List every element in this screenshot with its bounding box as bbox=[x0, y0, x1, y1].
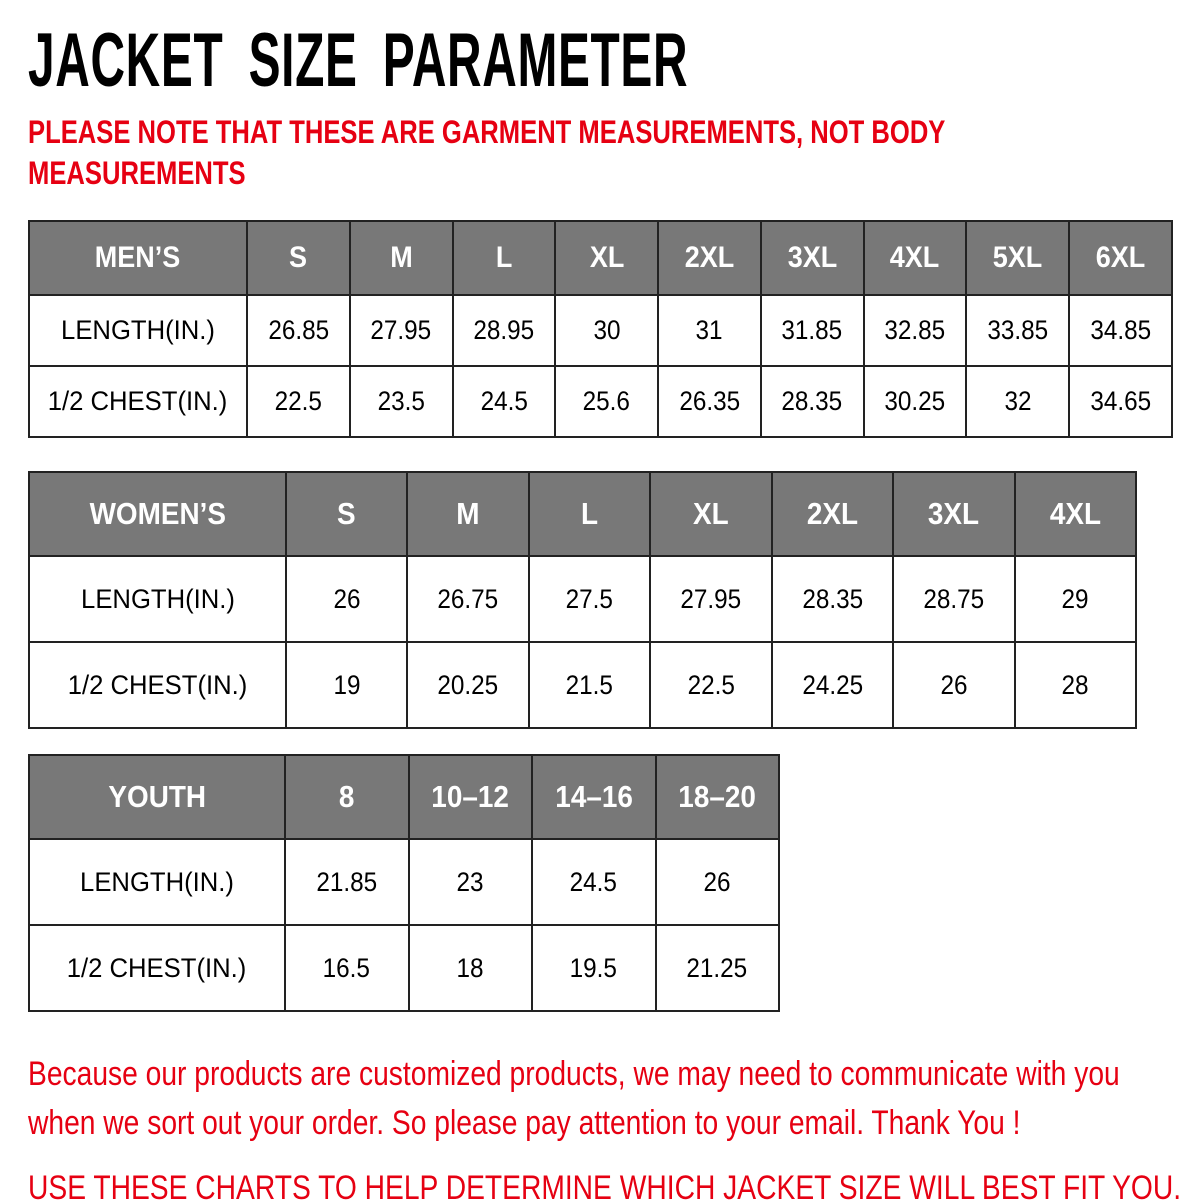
measurement-value-cell: 20.25 bbox=[407, 642, 528, 728]
measurement-value-cell: 31.85 bbox=[761, 295, 864, 366]
measurement-value-cell: 24.25 bbox=[772, 642, 893, 728]
page-title: JACKET SIZE PARAMETER bbox=[28, 18, 689, 103]
measurement-value-cell: 26 bbox=[286, 556, 407, 642]
note-line-1: PLEASE NOTE THAT THESE ARE GARMENT MEASUREMENTS, NOT BODY bbox=[28, 114, 946, 150]
measurement-value-cell: 23 bbox=[409, 839, 533, 925]
measurement-value-cell: 19.5 bbox=[532, 925, 656, 1011]
size-header-cell: 5XL bbox=[966, 221, 1069, 295]
measurement-row-label: LENGTH(IN.) bbox=[29, 839, 285, 925]
size-header-cell: S bbox=[286, 472, 407, 556]
size-header-cell: 3XL bbox=[893, 472, 1014, 556]
custom-products-note-line-1: Because our products are customized products, we may need to communicate with you bbox=[28, 1055, 1120, 1093]
size-header-cell: XL bbox=[555, 221, 658, 295]
measurement-value-cell: 30.25 bbox=[864, 366, 967, 437]
measurement-value-cell: 31 bbox=[658, 295, 761, 366]
measurement-row-label: LENGTH(IN.) bbox=[29, 556, 286, 642]
measurement-row-label: 1/2 CHEST(IN.) bbox=[29, 642, 286, 728]
size-header-cell: 4XL bbox=[1015, 472, 1136, 556]
youth-size-table bbox=[28, 754, 780, 1012]
measurement-row bbox=[29, 925, 779, 1011]
measurement-value-cell: 27.5 bbox=[529, 556, 650, 642]
measurement-value-cell: 26.35 bbox=[658, 366, 761, 437]
size-header-cell: M bbox=[350, 221, 453, 295]
measurement-value-cell: 19 bbox=[286, 642, 407, 728]
measurement-value-cell: 32 bbox=[966, 366, 1069, 437]
measurement-value-cell: 27.95 bbox=[650, 556, 771, 642]
measurement-row bbox=[29, 366, 1172, 437]
measurement-value-cell: 27.95 bbox=[350, 295, 453, 366]
measurement-value-cell: 16.5 bbox=[285, 925, 409, 1011]
measurement-row bbox=[29, 295, 1172, 366]
measurement-value-cell: 26 bbox=[656, 839, 780, 925]
measurement-value-cell: 28 bbox=[1015, 642, 1136, 728]
measurement-value-cell: 28.75 bbox=[893, 556, 1014, 642]
size-header-cell: L bbox=[529, 472, 650, 556]
mens-size-table bbox=[28, 220, 1173, 438]
youth-group-label: YOUTH bbox=[29, 755, 285, 839]
custom-products-note-line-2: when we sort out your order. So please pay attention to your email. Thank You ! bbox=[28, 1104, 1021, 1142]
size-header-cell: 3XL bbox=[761, 221, 864, 295]
measurement-value-cell: 32.85 bbox=[864, 295, 967, 366]
measurement-value-cell: 22.5 bbox=[247, 366, 350, 437]
measurement-row bbox=[29, 642, 1136, 728]
measurement-value-cell: 29 bbox=[1015, 556, 1136, 642]
womens-size-table bbox=[28, 471, 1137, 729]
measurement-value-cell: 24.5 bbox=[453, 366, 556, 437]
size-header-cell: M bbox=[407, 472, 528, 556]
measurement-value-cell: 25.6 bbox=[555, 366, 658, 437]
size-header-cell: 14–16 bbox=[532, 755, 656, 839]
mens-header-row bbox=[29, 221, 1172, 295]
measurement-value-cell: 18 bbox=[409, 925, 533, 1011]
mens-group-label: MEN’S bbox=[29, 221, 247, 295]
note-line-2: MEASUREMENTS bbox=[28, 155, 246, 191]
measurement-value-cell: 34.85 bbox=[1069, 295, 1172, 366]
size-header-cell: 18–20 bbox=[656, 755, 780, 839]
size-header-cell: 10–12 bbox=[409, 755, 533, 839]
size-header-cell: 6XL bbox=[1069, 221, 1172, 295]
womens-header-row bbox=[29, 472, 1136, 556]
womens-group-label: WOMEN’S bbox=[29, 472, 286, 556]
measurement-value-cell: 24.5 bbox=[532, 839, 656, 925]
size-header-cell: S bbox=[247, 221, 350, 295]
measurement-value-cell: 21.25 bbox=[656, 925, 780, 1011]
size-header-cell: 2XL bbox=[772, 472, 893, 556]
measurement-row-label: LENGTH(IN.) bbox=[29, 295, 247, 366]
measurement-value-cell: 26.85 bbox=[247, 295, 350, 366]
measurement-value-cell: 22.5 bbox=[650, 642, 771, 728]
size-header-cell: 4XL bbox=[864, 221, 967, 295]
measurement-value-cell: 21.5 bbox=[529, 642, 650, 728]
measurement-value-cell: 21.85 bbox=[285, 839, 409, 925]
measurement-row-label: 1/2 CHEST(IN.) bbox=[29, 366, 247, 437]
youth-header-row bbox=[29, 755, 779, 839]
measurement-row bbox=[29, 556, 1136, 642]
footer-notes bbox=[28, 1050, 1200, 1200]
size-header-cell: XL bbox=[650, 472, 771, 556]
measurement-value-cell: 33.85 bbox=[966, 295, 1069, 366]
use-charts-note: USE THESE CHARTS TO HELP DETERMINE WHICH JACKET SIZE WILL BEST FIT YOU. bbox=[28, 1169, 1182, 1200]
measurement-value-cell: 26 bbox=[893, 642, 1014, 728]
measurement-row bbox=[29, 839, 779, 925]
measurement-value-cell: 28.35 bbox=[761, 366, 864, 437]
size-header-cell: 2XL bbox=[658, 221, 761, 295]
measurement-value-cell: 23.5 bbox=[350, 366, 453, 437]
measurement-value-cell: 34.65 bbox=[1069, 366, 1172, 437]
size-header-cell: 8 bbox=[285, 755, 409, 839]
measurement-row-label: 1/2 CHEST(IN.) bbox=[29, 925, 285, 1011]
measurement-value-cell: 28.95 bbox=[453, 295, 556, 366]
measurement-value-cell: 26.75 bbox=[407, 556, 528, 642]
measurement-value-cell: 30 bbox=[555, 295, 658, 366]
garment-measurement-note bbox=[28, 112, 1200, 194]
size-header-cell: L bbox=[453, 221, 556, 295]
measurement-value-cell: 28.35 bbox=[772, 556, 893, 642]
